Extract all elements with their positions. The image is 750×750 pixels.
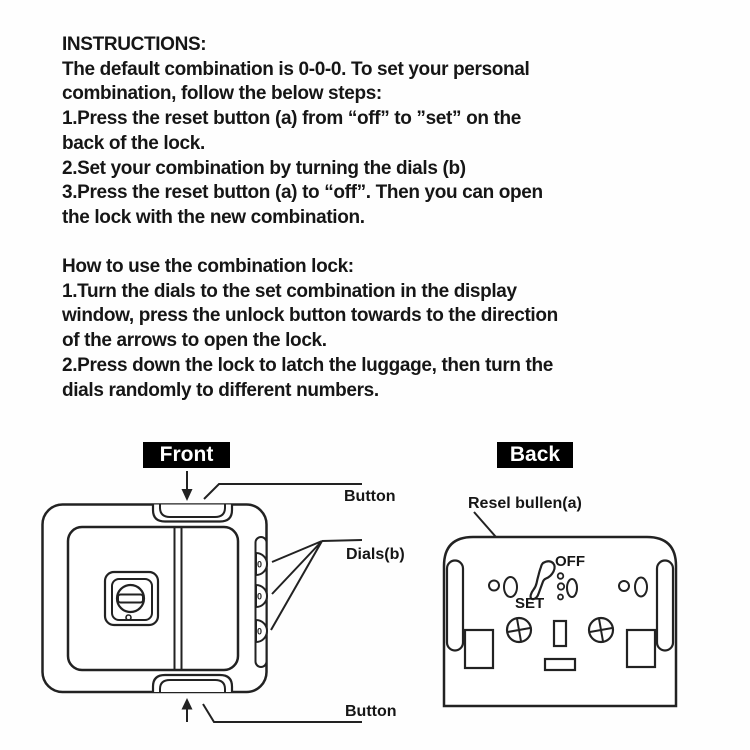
instruction-line: The default combination is 0-0-0. To set your personal [62, 58, 530, 80]
dial-digit: 0 [257, 559, 263, 570]
button-bottom-label: Button [345, 703, 397, 720]
instruction-line: combination, follow the below steps: [62, 83, 382, 105]
usage-line: window, press the unlock button towards to the direction [62, 305, 558, 327]
usage-line: 2.Press down the lock to latch the luggage, then turn the [62, 354, 554, 376]
usage-line: of the arrows to open the lock. [62, 330, 327, 352]
front-bottom-button-tab [153, 675, 232, 692]
back-lock-diagram [444, 512, 676, 706]
front-top-button-leader [204, 484, 362, 499]
front-lock-diagram [43, 471, 363, 722]
instruction-line: 3.Press the reset button (a) to “off”. Then you can open [62, 182, 543, 204]
off-position-label: OFF [555, 553, 585, 570]
instruction-line: the lock with the new combination. [62, 206, 365, 228]
front-bottom-arrowhead-icon [182, 698, 193, 710]
instruction-line: 1.Press the reset button (a) from “off” to ”set” on the [62, 108, 521, 130]
usage-line: 1.Turn the dials to the set combination in the display [62, 280, 517, 302]
button-top-label: Button [344, 488, 396, 505]
reset-button-label: Resel bullen(a) [468, 495, 582, 512]
back-view-tag: Back [497, 442, 573, 468]
usage-title: How to use the combination lock: [62, 256, 354, 277]
dial-digit: 0 [257, 591, 263, 602]
dials-label: Dials(b) [346, 546, 405, 563]
key-slot-icon [118, 595, 143, 603]
instructions-title: INSTRUCTIONS: [62, 34, 207, 55]
front-view-tag: Front [143, 442, 230, 468]
instruction-line: back of the lock. [62, 132, 205, 154]
usage-line: dials randomly to different numbers. [62, 379, 379, 401]
dial-digit: 0 [257, 626, 263, 637]
front-top-arrowhead-icon [182, 489, 193, 501]
instruction-line: 2.Set your combination by turning the dials (b) [62, 157, 466, 179]
front-bottom-button-leader [203, 704, 362, 722]
front-top-button-tab [153, 505, 232, 522]
set-position-label: SET [515, 595, 545, 612]
